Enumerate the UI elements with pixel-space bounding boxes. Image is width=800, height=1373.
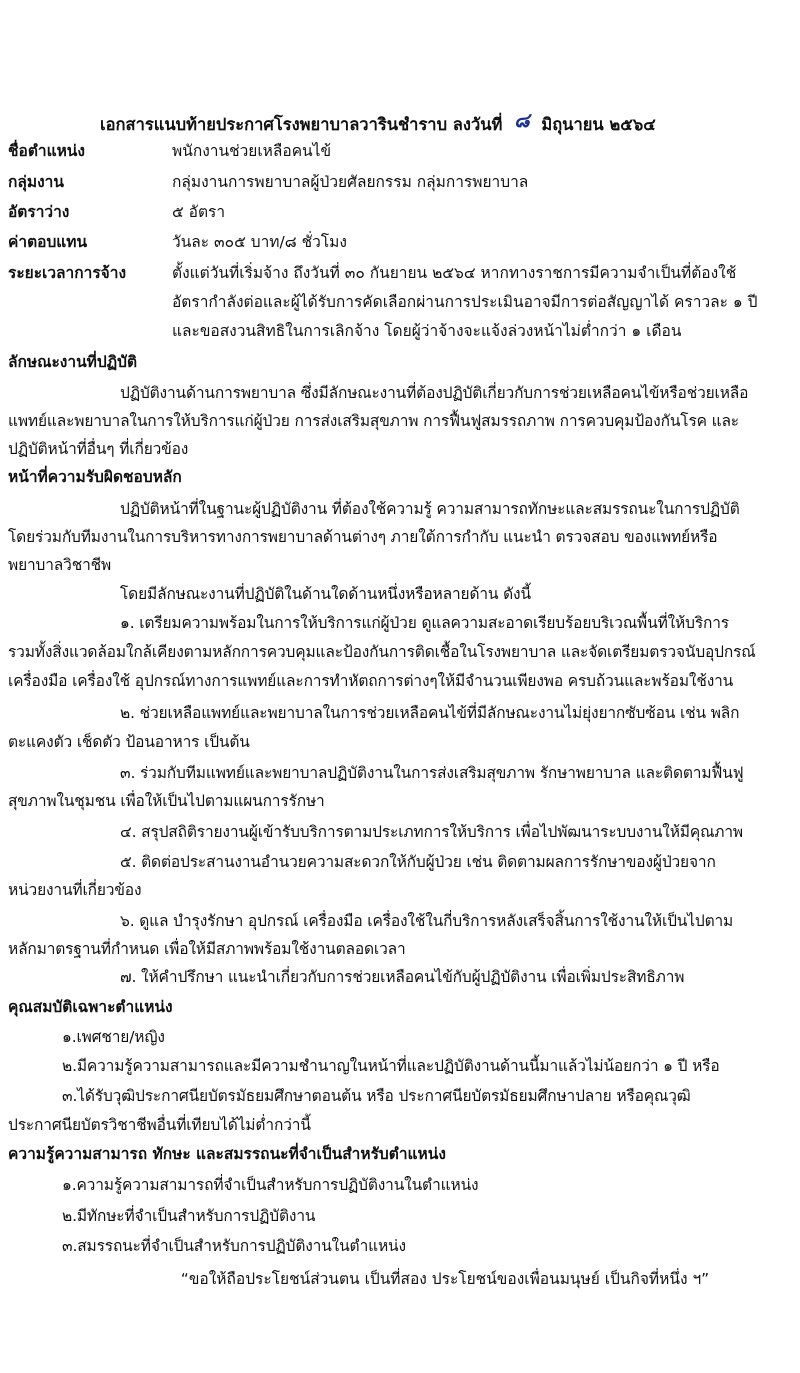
work-nature-line: ปฏิบัติหน้าที่อื่นๆ ที่เกี่ยวข้อง [8, 440, 189, 458]
title-month-year: มิถุนายน ๒๕๖๔ [541, 115, 656, 134]
motto-quote: “ขอให้ถือประโยชน์ส่วนตน เป็นที่สอง ประโยชน์ของเพื่อนมนุษย์ เป็นกิจที่หนึ่ง ฯ” [180, 1270, 710, 1288]
duty-item: ๔. สรุปสถิติรายงานผู้เข้ารับบริการตามประเภทการให้บริการ เพื่อไปพัฒนาระบบงานให้มีคุณภาพ [120, 823, 743, 841]
position-name-label: ชื่อตำแหน่ง [8, 142, 85, 160]
duty-item: ๑. เตรียมความพร้อมในการให้บริการแก่ผู้ป่วย ดูแลความสะอาดเรียบร้อยบริเวณพื้นที่ให้บริการ [120, 614, 729, 632]
competencies-heading: ความรู้ความสามารถ ทักษะ และสมรรถนะที่จำเป็นสำหรับตำแหน่ง [8, 1145, 446, 1163]
duty-item: หลักมาตรฐานที่กำหนด เพื่อให้มีสภาพพร้อมใช้งานตลอดเวลา [8, 940, 406, 958]
handwritten-date: ๘ [514, 108, 530, 132]
employment-period-line: ตั้งแต่วันที่เริ่มจ้าง ถึงวันที่ ๓๐ กันยายน ๒๕๖๔ หากทางราชการมีความจำเป็นที่ต้องใช้ [172, 264, 737, 282]
duty-item: สุขภาพในชุมชน เพื่อให้เป็นไปตามแผนการรักษา [8, 792, 325, 810]
duty-item: ๓. ร่วมกับทีมแพทย์และพยาบาลปฏิบัติงานในการส่งเสริมสุขภาพ รักษาพยาบาล และติดตามฟื้นฟู [120, 764, 744, 782]
duty-item: ๒. ช่วยเหลือแพทย์และพยาบาลในการช่วยเหลือคนไข้ที่มีลักษณะงานไม่ยุ่งยากซับซ้อน เช่น พลิก [120, 704, 740, 722]
competency-item: ๓.สมรรถนะที่จำเป็นสำหรับการปฏิบัติงานในตำแหน่ง [62, 1237, 406, 1255]
competency-item: ๑.ความรู้ความสามารถที่จำเป็นสำหรับการปฏิบัติงานในตำแหน่ง [62, 1176, 479, 1194]
work-nature-line: ปฏิบัติงานด้านการพยาบาล ซึ่งมีลักษณะงานที่ต้องปฏิบัติเกี่ยวกับการช่วยเหลือคนไข้หรือช่วยเหลือ [120, 384, 749, 402]
employment-period-line: และขอสงวนสิทธิในการเลิกจ้าง โดยผู้ว่าจ้างจะแจ้งล่วงหน้าไม่ต่ำกว่า ๑ เดือน [172, 322, 682, 340]
qualification-item: ประกาศนียบัตรวิชาชีพอื่นที่เทียบได้ไม่ต่ำกว่านี้ [8, 1116, 311, 1134]
duty-item: ๖. ดูแล บำรุงรักษา อุปกรณ์ เครื่องมือ เครื่องใช้ในกี่บริการหลังเสร็จสิ้นการใช้งานให้เป็นไปตาม [120, 912, 734, 930]
work-group-value: กลุ่มงานการพยาบาลผู้ป่วยศัลยกรรม กลุ่มการพยาบาล [172, 173, 529, 191]
duties-line: โดยร่วมกับทีมงานในการบริหารทางการพยาบาลด้านต่างๆ ภายใต้การกำกับ แนะนำ ตรวจสอบ ของแพทย์หรือ [8, 528, 718, 546]
duty-item: เครื่องมือ เครื่องใช้ อุปกรณ์ทางการแพทย์และการทำหัตถการต่างๆให้มีจำนวนเพียงพอ ครบถ้วนและพร้อมใช้งาน [8, 672, 734, 690]
position-name-value: พนักงานช่วยเหลือคนไข้ [172, 142, 332, 160]
vacancy-value: ๕ อัตรา [172, 203, 226, 221]
competency-item: ๒.มีทักษะที่จำเป็นสำหรับการปฏิบัติงาน [62, 1207, 316, 1225]
qualification-item: ๑.เพศชาย/หญิง [62, 1028, 165, 1046]
qualifications-heading: คุณสมบัติเฉพาะตำแหน่ง [8, 998, 173, 1016]
duties-heading: หน้าที่ความรับผิดชอบหลัก [8, 468, 182, 486]
duties-line: ปฏิบัติหน้าที่ในฐานะผู้ปฏิบัติงาน ที่ต้องใช้ความรู้ ความสามารถทักษะและสมรรถนะในการปฏิบัติ [120, 500, 740, 518]
work-nature-line: แพทย์และพยาบาลในการให้บริการแก่ผู้ป่วย การส่งเสริมสุขภาพ การฟื้นฟูสมรรถภาพ การควบคุมป้องกันโรค และ [8, 412, 739, 430]
qualification-item: ๓.ได้รับวุฒิประกาศนียบัตรมัธยมศึกษาตอนต้น หรือ ประกาศนียบัตรมัธยมศึกษาปลาย หรือคุณวุฒิ [62, 1087, 691, 1105]
duty-item: หน่วยงานที่เกี่ยวข้อง [8, 881, 142, 899]
duty-item: รวมทั้งสิ่งแวดล้อมใกล้เคียงตามหลักการควบคุมและป้องกันการติดเชื้อในโรงพยาบาล และจัดเตรียมตรวจนับอุปกรณ์ [8, 643, 756, 661]
compensation-label: ค่าตอบแทน [8, 233, 88, 251]
document-title [100, 108, 760, 136]
work-nature-heading: ลักษณะงานที่ปฏิบัติ [8, 353, 138, 371]
vacancy-label: อัตราว่าง [8, 203, 70, 221]
duty-item: ๕. ติดต่อประสานงานอำนวยความสะดวกให้กับผู้ป่วย เช่น ติดตามผลการรักษาของผู้ป่วยจาก [120, 853, 716, 871]
compensation-value: วันละ ๓๐๕ บาท/๘ ชั่วโมง [172, 233, 347, 251]
qualification-item: ๒.มีความรู้ความสามารถและมีความชำนาญในหน้าที่และปฏิบัติงานด้านนี้มาแล้วไม่น้อยกว่า ๑ ปี หรือ [62, 1057, 720, 1075]
employment-period-label: ระยะเวลาการจ้าง [8, 264, 127, 282]
duty-item: ๗. ให้คำปรึกษา แนะนำเกี่ยวกับการช่วยเหลือคนไข้กับผู้ปฏิบัติงาน เพื่อเพิ่มประสิทธิภาพ [120, 968, 685, 986]
employment-period-line: อัตรากำลังต่อและผู้ได้รับการคัดเลือกผ่านการประเมินอาจมีการต่อสัญญาได้ คราวละ ๑ ปี [172, 293, 758, 311]
title-text: เอกสารแนบท้ายประกาศโรงพยาบาลวารินชำราบ ลงวันที่ [100, 115, 503, 134]
duties-line: โดยมีลักษณะงานที่ปฏิบัติในด้านใดด้านหนึ่งหรือหลายด้าน ดังนี้ [120, 585, 531, 603]
work-group-label: กลุ่มงาน [8, 173, 64, 191]
duties-line: พยาบาลวิชาชีพ [8, 556, 112, 574]
duty-item: ตะแคงตัว เช็ดตัว ป้อนอาหาร เป็นต้น [8, 733, 250, 751]
